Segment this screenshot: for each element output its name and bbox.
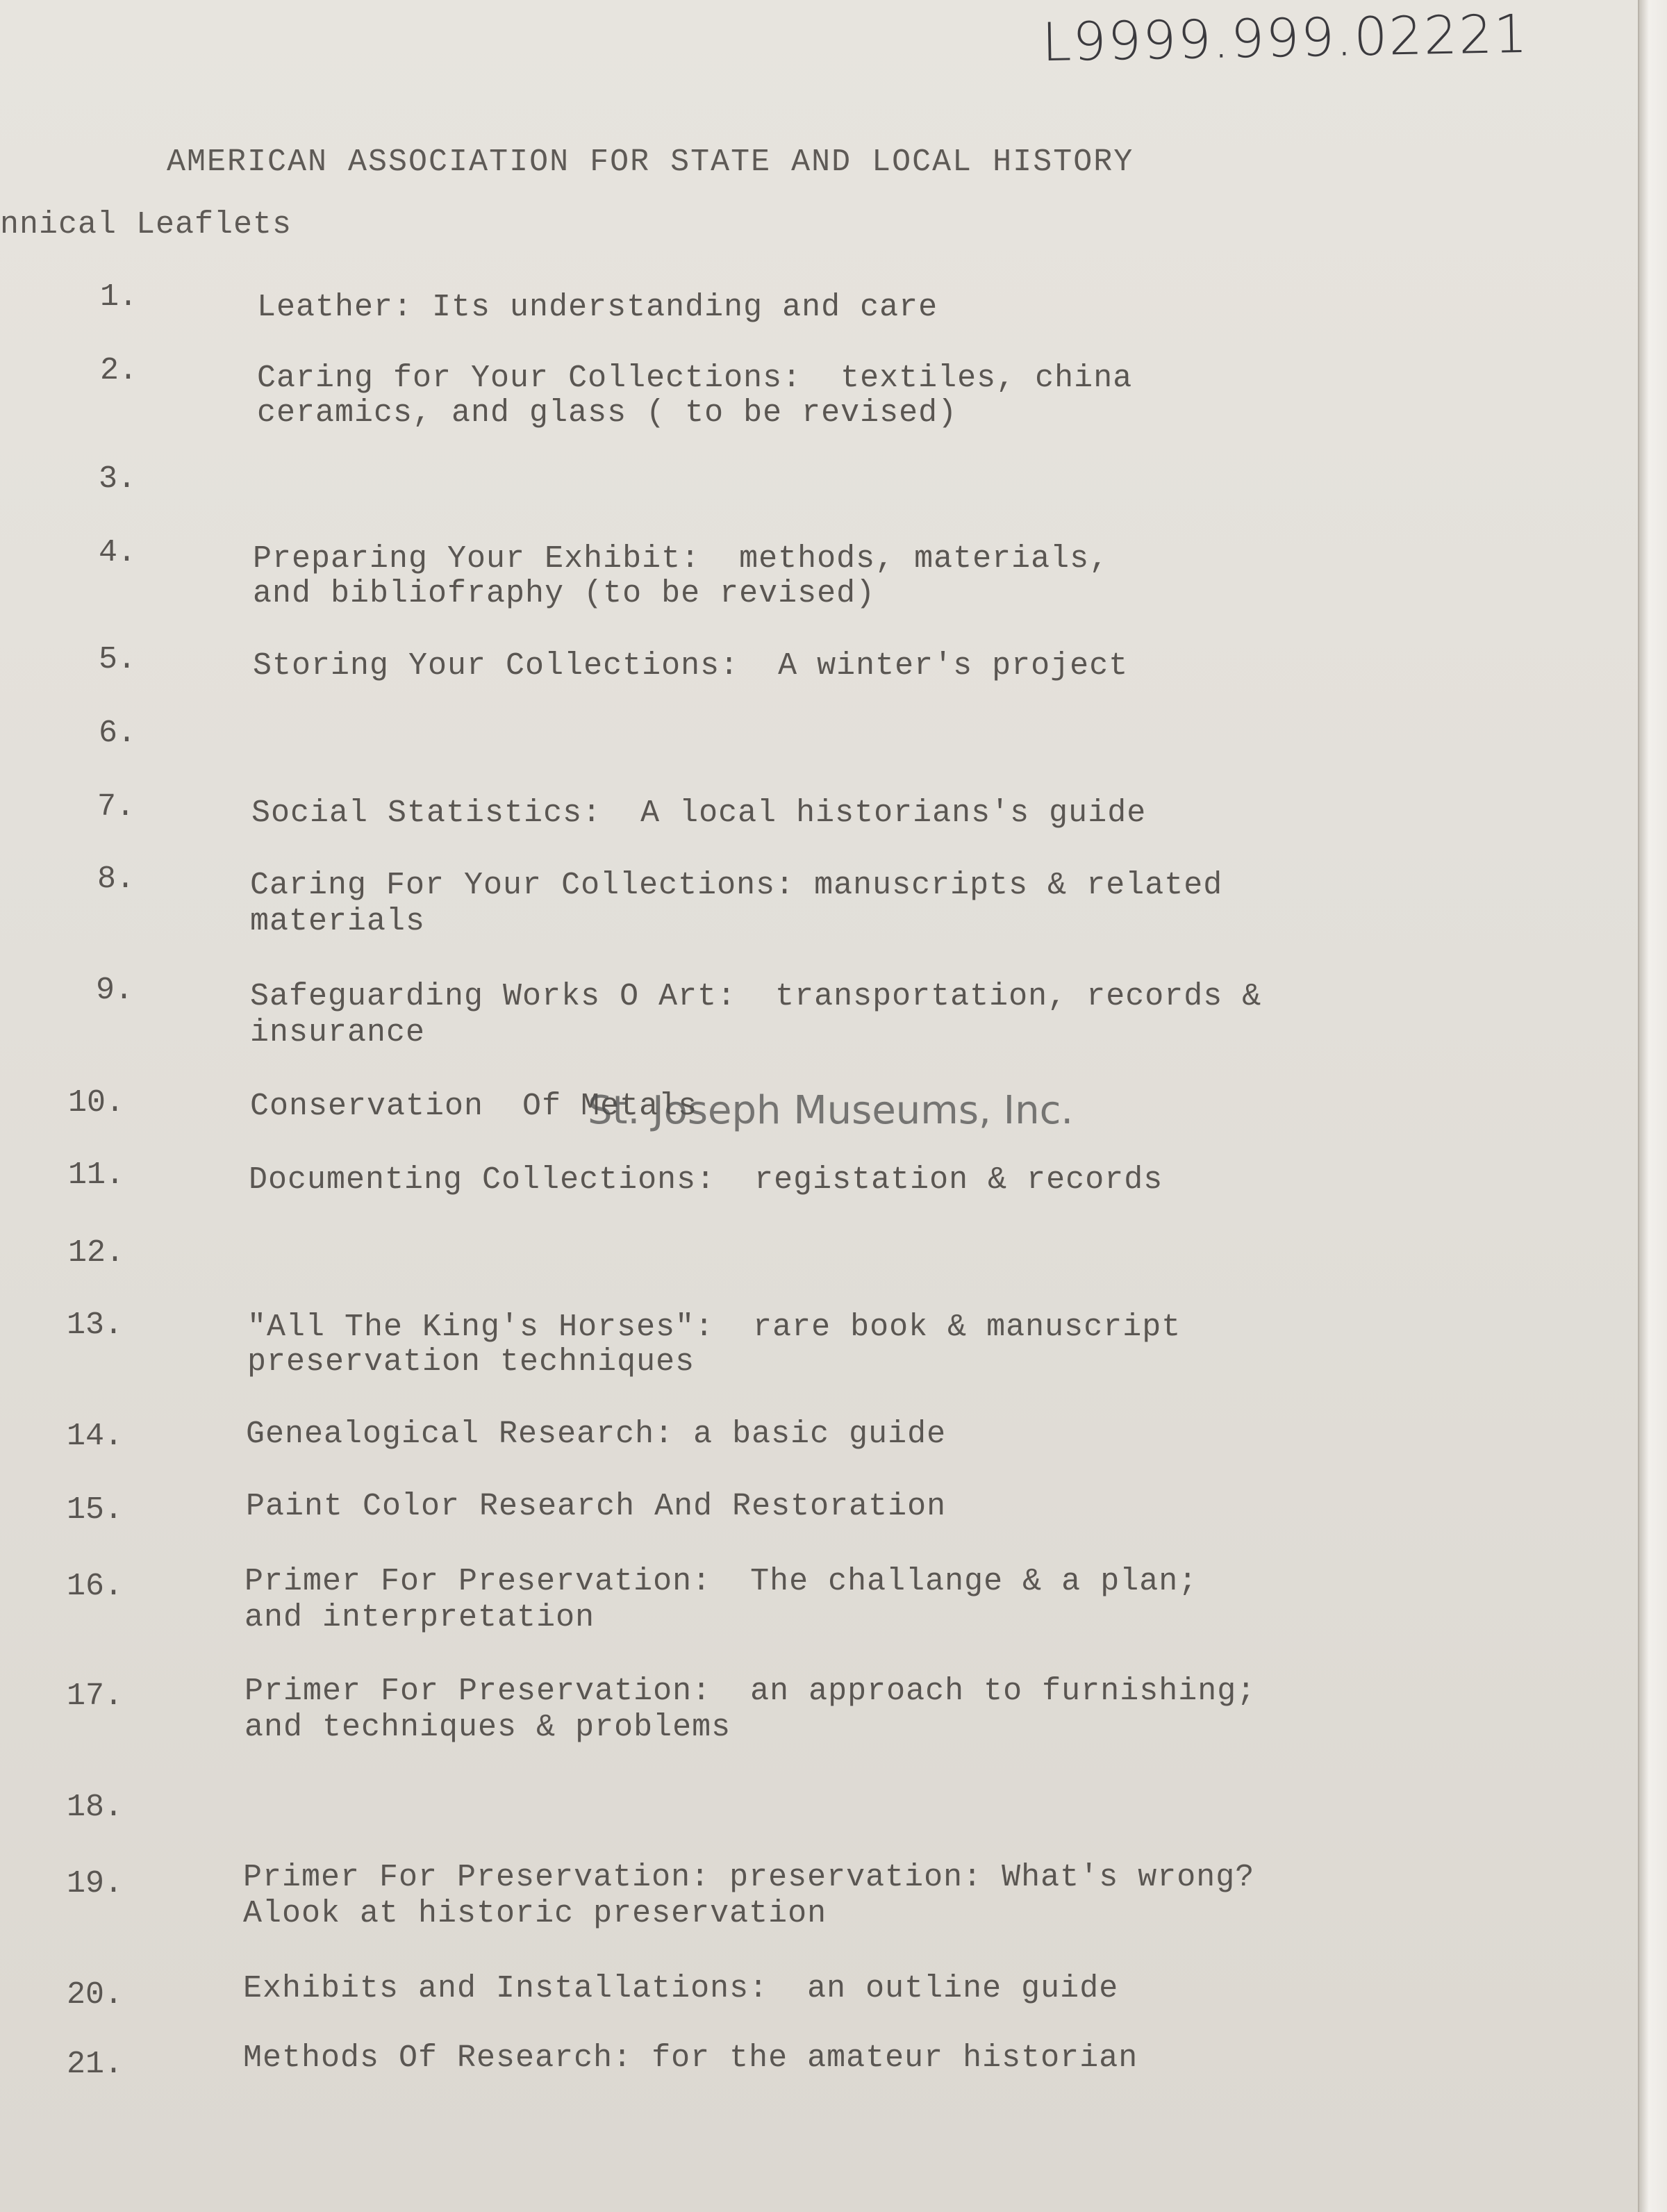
entry-8-line-1: Caring For Your Collections: manuscripts & related [250,868,1223,903]
entry-17-number: 17. [67,1678,124,1714]
entry-13-line-1: "All The King's Horses": rare book & manuscript [247,1310,1181,1345]
entry-2-line-2: ceramics, and glass ( to be revised) [257,395,958,431]
entry-7-line-1: Social Statistics: A local historians's guide [251,795,1147,831]
entry-1-number: 1. [100,279,138,315]
entry-9-line-1: Safeguarding Works O Art: transportation, records & [250,979,1262,1014]
entry-20-number: 20. [67,1977,124,2013]
entry-6-number: 6. [99,716,137,751]
entry-19-line-1: Primer For Preservation: preservation: What's wrong? [243,1860,1255,1895]
entry-16-line-1: Primer For Preservation: The challange & a plan; [244,1564,1198,1599]
entry-5-line-1: Storing Your Collections: A winter's project [253,648,1129,684]
entry-19-number: 19. [67,1866,124,1901]
entry-19-line-2: Alook at historic preservation [243,1896,827,1931]
entry-5-number: 5. [99,642,137,677]
page-edge [1638,0,1667,2212]
entry-20-line-1: Exhibits and Installations: an outline guide [243,1971,1119,2006]
entry-9-number: 9. [96,973,134,1008]
entry-4-number: 4. [99,535,137,570]
entry-11-line-1: Documenting Collections: registation & records [249,1162,1163,1198]
entry-4-line-2: and bibliofraphy (to be revised) [253,576,876,611]
entry-14-line-1: Genealogical Research: a basic guide [246,1417,947,1452]
entry-16-line-2: and interpretation [244,1600,595,1635]
entry-17-line-1: Primer For Preservation: an approach to furnishing; [244,1674,1257,1709]
entry-4-line-1: Preparing Your Exhibit: methods, materials, [253,541,1109,577]
entry-13-number: 13. [67,1307,124,1343]
entry-8-number: 8. [97,861,135,897]
entry-18-number: 18. [67,1790,124,1825]
document-subtitle: nnical Leaflets [0,207,292,242]
entry-15-line-1: Paint Color Research And Restoration [246,1489,947,1524]
entry-2-number: 2. [100,353,138,388]
entry-21-number: 21. [67,2047,124,2082]
entry-14-number: 14. [67,1419,124,1454]
watermark: St. Joseph Museums, Inc. [588,1088,1074,1133]
accession-number: L9999.999.02221 [1041,2,1529,74]
entry-9-line-2: insurance [250,1015,426,1050]
entry-13-line-2: preservation techniques [247,1344,695,1380]
entry-15-number: 15. [67,1492,124,1528]
document-title: AMERICAN ASSOCIATION FOR STATE AND LOCAL HISTORY [167,145,1134,180]
entry-10-line-1: Conservation Of Metals [250,1089,698,1124]
entry-16-number: 16. [67,1569,124,1604]
entry-10-number: 10. [68,1085,125,1121]
entry-21-line-1: Methods Of Research: for the amateur historian [243,2040,1138,2076]
entry-7-number: 7. [97,789,135,825]
entry-11-number: 11. [68,1157,125,1193]
entry-1-line-1: Leather: Its understanding and care [257,290,938,325]
entry-2-line-1: Caring for Your Collections: textiles, china [257,361,1133,396]
entry-8-line-2: materials [250,904,426,939]
entry-3-number: 3. [99,461,137,497]
entry-12-number: 12. [68,1235,125,1271]
entry-17-line-2: and techniques & problems [244,1710,731,1745]
